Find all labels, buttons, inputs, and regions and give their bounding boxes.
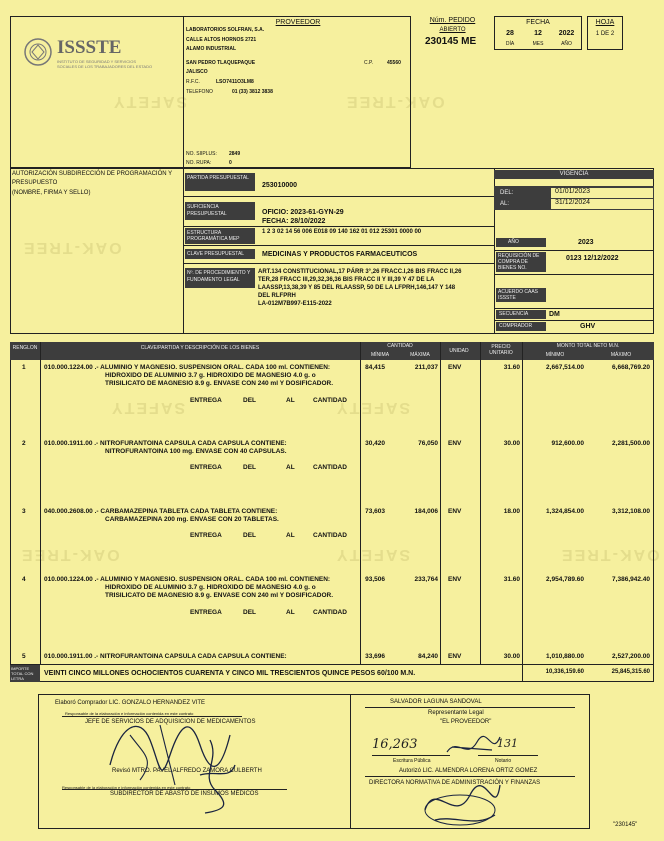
- row-max: 211,037: [414, 364, 438, 371]
- provider-rupa-label: NO. RUPA:: [186, 160, 212, 166]
- jefe-title: JEFE DE SERVICIOS DE ADQUISICION DE MEDICAMENTOS: [85, 719, 256, 725]
- row-description: [44, 576, 344, 600]
- logo-subtitle: INSTITUTO DE SEGURIDAD Y SERVICIOS SOCIALES DE LOS TRABAJADORES DEL ESTADO: [57, 59, 153, 69]
- entrega-label: ENTREGA: [190, 464, 222, 471]
- proveedor-signer-name: SALVADOR LAGUNA SANDOVAL: [390, 699, 482, 705]
- row-unidad: ENV: [448, 364, 462, 371]
- row-min: 73,603: [365, 508, 385, 515]
- entrega-label: ENTREGA: [190, 532, 222, 539]
- row-max: 233,764: [414, 576, 438, 583]
- row-unidad: ENV: [448, 508, 462, 515]
- importe-letra: VEINTI CINCO MILLONES OCHOCIENTOS CUARENTA Y CINCO MIL TRESCIENTOS QUINCE PESOS 60/100 M.N.: [44, 670, 416, 677]
- header-monto: MONTO TOTAL NETO M.N.: [556, 343, 620, 349]
- row-min: 84,415: [365, 364, 385, 371]
- header-cantidad-min: MÍNIMA: [370, 352, 390, 358]
- row-number: 4: [22, 576, 26, 583]
- row-monto-max: 2,527,200.00: [612, 653, 650, 660]
- secuencia-value: DM: [549, 311, 560, 318]
- header-monto-max: MÁXIMO: [610, 352, 632, 358]
- provider-cp-label: C.P.: [364, 60, 374, 66]
- watermark-text: OAK-TREE: [345, 93, 445, 110]
- row-number: 2: [22, 440, 26, 447]
- watermark-text: SAFETY: [110, 399, 186, 416]
- description-line: 040.000.2608.00 .- CARBAMAZEPINA TABLETA CADA TABLETA CONTIENE:: [44, 508, 278, 515]
- total-max: 25,845,315.60: [611, 669, 650, 675]
- header-cantidad-max: MÁXIMA: [410, 352, 430, 358]
- provider-phone: 01 (33) 3812 3838: [232, 89, 273, 95]
- header-precio: PRECIO UNITARIO: [489, 344, 513, 356]
- comprador-value: GHV: [580, 323, 596, 330]
- reviso-name: Revisó MTRO. PAVEL ALFREDO ZAMORA CULBERTH: [112, 768, 262, 774]
- entrega-del: DEL: [243, 397, 256, 404]
- description-line: TRISILICATO DE MAGNESIO 8.9 g. ENVASE CON 240 ml Y DOSIFICADOR.: [105, 592, 334, 599]
- entrega-cantidad: CANTIDAD: [313, 532, 347, 539]
- row-precio: 31.60: [503, 364, 520, 371]
- partida-value: 253010000: [262, 182, 298, 189]
- provider-name: LABORATORIOS SOLFRAN, S.A.: [186, 27, 265, 33]
- description-line: HIDROXIDO DE ALUMINIO 3.7 g. HIDROXIDO DE MAGNESIO 4.0 g. o: [105, 584, 316, 591]
- procedimiento-line: DEL RLFPRH: [258, 293, 296, 299]
- row-max: 184,006: [414, 508, 438, 515]
- row-monto-min: 2,954,789.60: [546, 576, 584, 583]
- procedimiento-text: [258, 268, 492, 308]
- entrega-cantidad: CANTIDAD: [313, 397, 347, 404]
- fecha-day-label: DÍA: [505, 41, 515, 47]
- provider-cp: 45560: [387, 60, 401, 66]
- suficiencia-label: SUFICIENCIA PRESUPUESTAL: [185, 202, 255, 220]
- vigencia-del-label: DEL:: [500, 190, 514, 196]
- entrega-cantidad: CANTIDAD: [313, 464, 347, 471]
- row-unidad: ENV: [448, 440, 462, 447]
- total-min: 10,336,159.60: [545, 669, 584, 675]
- requisicion-value: 0123 12/12/2022: [566, 255, 619, 262]
- description-line: NITROFURANTOINA 100 mg. ENVASE CON 40 CAPSULAS.: [105, 448, 287, 455]
- vigencia-al: 31/12/2024: [551, 199, 653, 209]
- estructura-label: ESTRUCTURA PROGRAMÁTICA MEP: [185, 228, 255, 244]
- watermark-text: OAK-TREE: [22, 239, 122, 256]
- row-min: 33,696: [365, 653, 385, 660]
- clave-label: CLAVE PRESUPUESTAL: [185, 249, 255, 259]
- row-min: 93,506: [365, 576, 385, 583]
- row-max: 84,240: [418, 653, 438, 660]
- directora-title: DIRECTORA NORMATIVA DE ADMINISTRACIÓN Y FINANZAS: [369, 780, 541, 786]
- row-number: 3: [22, 508, 26, 515]
- escritura-label: Escritura Pública: [393, 758, 431, 764]
- clave-value: MEDICINAS Y PRODUCTOS FARMACEUTICOS: [262, 251, 418, 258]
- watermark-text: SAFETY: [335, 399, 411, 416]
- notario-number: 131: [497, 737, 518, 750]
- watermark-text: SAFETY: [335, 546, 411, 563]
- row-monto-max: 7,386,942.40: [612, 576, 650, 583]
- pedido-label: Núm. PEDIDO: [429, 17, 476, 24]
- acuerdo-label: ACUERDO CAAS ISSSTE: [496, 288, 546, 302]
- provider-header: PROVEEDOR: [275, 19, 321, 26]
- issste-logo-icon: [23, 37, 53, 67]
- fecha-label: FECHA: [526, 19, 550, 26]
- escritura-number: 16,263: [372, 737, 418, 752]
- elaboro-name: Elaboró Comprador LIC. GONZALO HERNANDEZ VITE: [55, 700, 206, 706]
- autorizo-name: Autorizó LIC. ALMENDRA LORENA ORTIZ GOMEZ: [399, 768, 538, 774]
- provider-colony: ALAMO INDUSTRIAL: [186, 46, 236, 52]
- fecha-day: 28: [506, 30, 514, 37]
- vigencia-del: 01/01/2023: [551, 188, 653, 198]
- row-monto-min: 1,010,880.00: [546, 653, 584, 660]
- entrega-cantidad: CANTIDAD: [313, 609, 347, 616]
- row-unidad: ENV: [448, 653, 462, 660]
- description-line: TRISILICATO DE MAGNESIO 8.9 g. ENVASE CON 240 ml Y DOSIFICADOR.: [105, 380, 334, 387]
- description-line: CARBAMAZEPINA 200 mg. ENVASE CON 20 TABLETAS.: [105, 516, 279, 523]
- row-description: [44, 653, 344, 661]
- row-number: 1: [22, 364, 26, 371]
- provider-street: CALLE ALTOS HORNOS 2721: [186, 37, 257, 43]
- entrega-del: DEL: [243, 532, 256, 539]
- entrega-label: ENTREGA: [190, 609, 222, 616]
- description-line: 010.000.1224.00 .- ALUMINIO Y MAGNESIO. SUSPENSION ORAL. CADA 100 ml. CONTIENEN:: [44, 576, 331, 583]
- entrega-del: DEL: [243, 464, 256, 471]
- header-renglon: RENGLON: [12, 345, 38, 351]
- row-description: [44, 364, 344, 388]
- requisicion-label: REQUISICIÓN DE COMPRA DE BIENES NO.: [496, 252, 546, 272]
- signature-scribble-icon: [442, 732, 502, 762]
- logo-text: ISSSTE: [57, 37, 122, 58]
- representante-label: Representante Legal: [428, 710, 484, 716]
- entrega-al: AL: [286, 397, 295, 404]
- vigencia-label: VIGENCIA: [494, 170, 654, 179]
- fecha-month: 12: [534, 30, 542, 37]
- entrega-al: AL: [286, 532, 295, 539]
- procedimiento-line: ART.134 CONSTITUCIONAL,17 PÁRR 3°,26 FRACC.I,26 BIS FRACC II,26: [258, 269, 462, 275]
- subdirector-title: SUBDIRECTOR DE ABASTO DE INSUMOS MÉDICOS: [110, 791, 259, 797]
- estructura-value: 1 2 3 02 14 56 006 E018 09 140 162 01 012 25301 0000 00: [262, 229, 422, 235]
- vigencia-al-label: AL:: [500, 201, 510, 207]
- procedimiento-label: Nº. DE PROCEDIMIENTO Y FUNDAMENTO LEGAL: [185, 268, 255, 288]
- notario-label: Notario: [495, 758, 512, 764]
- procedimiento-line: LAASSP,13,38,39 Y 85 DEL RLAASSP, 50 DE LA LFPRH,146,147 Y 148: [258, 285, 456, 291]
- el-proveedor-label: "EL PROVEEDOR": [440, 719, 492, 725]
- provider-siplus: 2849: [229, 151, 241, 157]
- row-precio: 18.00: [503, 508, 520, 515]
- description-line: 010.000.1911.00 .- NITROFURANTOINA CAPSULA CADA CAPSULA CONTIENE:: [44, 440, 287, 447]
- hoja-value: 1 DE 2: [595, 31, 615, 37]
- hoja-label: HOJA: [595, 19, 615, 26]
- secuencia-label: SECUENCIA: [496, 310, 546, 319]
- suficiencia-fecha: FECHA: 28/10/2022: [262, 218, 326, 225]
- logo-box: [10, 16, 184, 168]
- row-precio: 31.60: [503, 576, 520, 583]
- header-cantidad: CANTIDAD: [387, 343, 413, 349]
- provider-phone-label: TELEFONO: [186, 89, 213, 95]
- description-line: 010.000.1224.00 .- ALUMINIO Y MAGNESIO. SUSPENSION ORAL. CADA 100 ml. CONTIENEN:: [44, 364, 331, 371]
- autorizacion-line1: AUTORIZACIÓN SUBDIRECCIÓN DE PROGRAMACIÓN Y: [12, 171, 173, 177]
- provider-box: [183, 16, 411, 168]
- anio-value: 2023: [578, 239, 594, 246]
- autorizacion-line2: PRESUPUESTO: [12, 180, 58, 186]
- provider-rfc: LSO7411O3LM8: [216, 79, 254, 85]
- fecha-month-label: MES: [532, 41, 544, 47]
- row-unidad: ENV: [448, 576, 462, 583]
- pedido-number: 230145 ME: [425, 36, 477, 47]
- reviso-responsibility: Responsable de la elaboración e información contenida en este contrato: [62, 785, 191, 790]
- entrega-al: AL: [286, 464, 295, 471]
- row-number: 5: [22, 653, 26, 660]
- partida-label: PARTIDA PRESUPUESTAL: [185, 173, 255, 191]
- row-monto-min: 2,667,514.00: [546, 364, 584, 371]
- row-max: 76,050: [418, 440, 438, 447]
- watermark-text: OAK-TREE: [560, 546, 660, 563]
- provider-state: JALISCO: [186, 69, 208, 75]
- procedimiento-line: TER,28 FRACC III,29,32,36,36 BIS FRACC II Y III,39 Y 47 DE LA: [258, 277, 435, 283]
- row-min: 30,420: [365, 440, 385, 447]
- row-precio: 30.00: [503, 653, 520, 660]
- fecha-year: 2022: [558, 30, 575, 37]
- entrega-al: AL: [286, 609, 295, 616]
- autorizacion-line3: (NOMBRE, FIRMA Y SELLO): [12, 190, 91, 196]
- provider-city: SAN PEDRO TLAQUEPAQUE: [186, 60, 256, 66]
- fecha-year-label: AÑO: [561, 41, 572, 47]
- entrega-label: ENTREGA: [190, 397, 222, 404]
- header-unidad: UNIDAD: [449, 348, 469, 354]
- row-precio: 30.00: [503, 440, 520, 447]
- entrega-del: DEL: [243, 609, 256, 616]
- header-monto-min: MÍNIMO: [545, 352, 565, 358]
- description-line: HIDROXIDO DE ALUMINIO 3.7 g. HIDROXIDO DE MAGNESIO 4.0 g. o: [105, 372, 316, 379]
- anio-label: AÑO: [496, 238, 546, 247]
- provider-siplus-label: NO. SIIPLUS:: [186, 151, 217, 157]
- suficiencia-oficio: OFICIO: 2023-61-GYN-29: [262, 209, 344, 216]
- signature-scribble-icon: [415, 770, 505, 830]
- description-line: 010.000.1911.00 .- NITROFURANTOINA CAPSULA CADA CAPSULA CONTIENE:: [44, 653, 287, 660]
- elaboro-responsibility: Responsable de la elaboración e información contenida en este contrato: [65, 711, 194, 716]
- row-monto-max: 3,312,108.00: [612, 508, 650, 515]
- document-number: "230145": [613, 822, 638, 828]
- watermark-text: OAK-TREE: [20, 546, 120, 563]
- row-monto-min: 912,600.00: [551, 440, 584, 447]
- importe-label: IMPORTE TOTAL CON LETRA: [10, 665, 40, 682]
- row-description: [44, 508, 344, 524]
- row-monto-min: 1,324,854.00: [546, 508, 584, 515]
- row-monto-max: 6,668,769.20: [612, 364, 650, 371]
- row-description: [44, 440, 344, 456]
- comprador-label: COMPRADOR: [496, 322, 546, 331]
- provider-rfc-label: R.F.C.: [186, 79, 200, 85]
- pedido-status: ABIERTO: [439, 27, 466, 33]
- watermark-text: SAFETY: [112, 93, 188, 110]
- procedimiento-line: LA-012M7B997-E115-2022: [258, 301, 332, 307]
- header-clave: CLAVE/PARTIDA Y DESCRIPCIÓN DE LOS BIENES: [140, 345, 260, 351]
- signature-scribble-icon: [185, 735, 245, 815]
- provider-rupa: 0: [229, 160, 232, 166]
- row-monto-max: 2,281,500.00: [612, 440, 650, 447]
